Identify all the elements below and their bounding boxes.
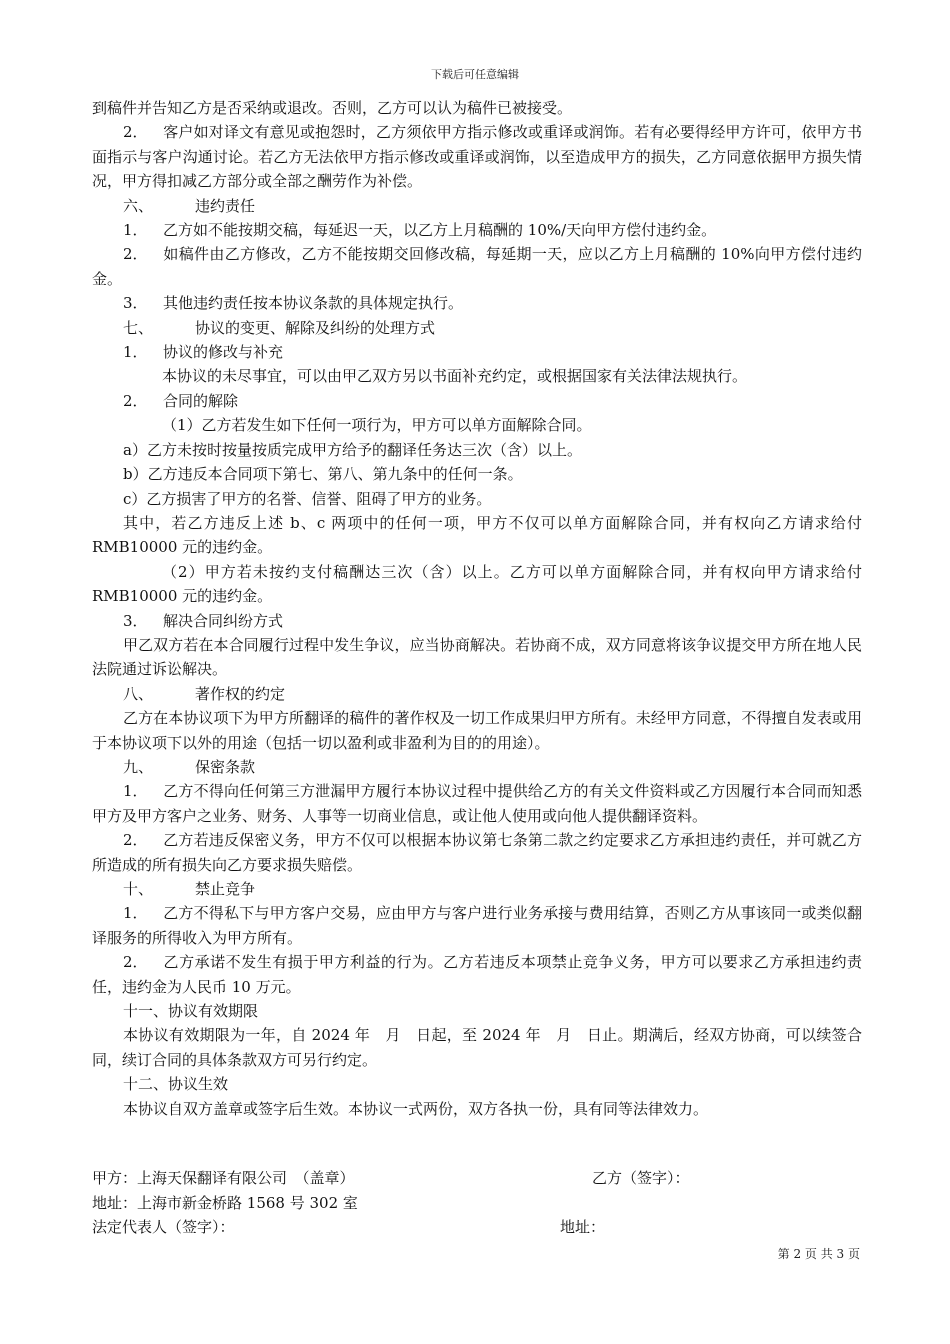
paragraph-text: 解决合同纠纷方式 [163, 611, 284, 630]
paragraph [92, 609, 862, 633]
paragraph-text: 乙方不得向任何第三方泄漏甲方履行本协议过程中提供给乙方的有关文件资料或乙方因履行本合同而知悉甲方及甲方客户之业务、财务、人事等一切商业信息，或让他人使用或向他人提供翻译资料。 [92, 782, 862, 825]
paragraph [92, 364, 862, 388]
paragraph-text: 本协议自双方盖章或签字后生效。本协议一式两份，双方各执一份，具有同等法律效力。 [123, 1099, 709, 1118]
section-heading [92, 877, 862, 901]
item-number: 2． [123, 123, 148, 142]
party-b-address: 地址： [560, 1218, 606, 1236]
paragraph [92, 1023, 862, 1072]
paragraph [92, 120, 862, 193]
signature-row-representative [92, 1215, 862, 1240]
paragraph [92, 487, 862, 511]
section-title: 保密条款 [195, 757, 256, 776]
paragraph [92, 291, 862, 315]
paragraph-text: 其中，若乙方违反上述 b、c 两项中的任何一项，甲方不仅可以单方面解除合同，并有权向乙方请求给付 RMB10000 元的违约金。 [92, 513, 862, 557]
paragraph-text: 其他违约责任按本协议条款的具体规定执行。 [163, 294, 464, 313]
party-a-address: 地址：上海市新金桥路 1568 号 302 室 [92, 1193, 358, 1212]
paragraph [92, 242, 862, 291]
item-number: 1． [123, 904, 148, 923]
signature-row-address [92, 1191, 862, 1216]
page-number: 第 2 页 共 3 页 [777, 1247, 860, 1261]
paragraph-text: 到稿件并告知乙方是否采纳或退改。否则，乙方可以认为稿件已被接受。 [92, 99, 573, 117]
paragraph-text: b）乙方违反本合同项下第七、第八、第九条中的任何一条。 [123, 465, 523, 484]
paragraph-text: 协议的修改与补充 [163, 343, 284, 362]
item-number: 2． [123, 245, 148, 264]
section-number: 十、 [123, 880, 154, 898]
paragraph [92, 511, 862, 560]
paragraph [92, 218, 862, 242]
paragraph-text: 本协议有效期限为一年，自 2024 年 月 日起，至 2024 年 月 日止。期满后，经双方协商，可以续签合同，续订合同的具体条款双方可另行约定。 [92, 1026, 862, 1069]
paragraph [92, 389, 862, 413]
item-number: 3． [123, 294, 148, 313]
paragraph [92, 999, 862, 1023]
paragraph-text: a）乙方未按时按量按质完成甲方给予的翻译任务达三次（含）以上。 [123, 440, 582, 459]
paragraph [92, 828, 862, 877]
paragraph-text: 如稿件由乙方修改，乙方不能按期交回修改稿，每延期一天，应以乙方上月稿酬的 10%向甲方偿付违约金。 [92, 245, 862, 288]
paragraph [92, 633, 862, 682]
item-number: 1． [123, 343, 148, 362]
paragraph [92, 560, 862, 609]
section-title: 禁止竞争 [195, 880, 256, 898]
section-number: 七、 [123, 318, 154, 337]
item-number: 1． [123, 221, 148, 240]
legal-representative-label: 法定代表人（签字）： [92, 1218, 235, 1236]
paragraph [92, 1072, 862, 1096]
paragraph [92, 901, 862, 950]
paragraph-text: 乙方如不能按期交稿，每延迟一天，以乙方上月稿酬的 10%/天向甲方偿付违约金。 [163, 221, 717, 240]
paragraph-text: 甲乙双方若在本合同履行过程中发生争议，应当协商解决。若协商不成，双方同意将该争议提交甲方所在地人民法院通过诉讼解决。 [92, 635, 862, 679]
paragraph-text: 乙方若违反保密义务，甲方不仅可以根据本协议第七条第二款之约定要求乙方承担违约责任，并可就乙方所造成的所有损失向乙方要求损失赔偿。 [92, 831, 862, 874]
paragraph [92, 706, 862, 755]
section-title: 协议的变更、解除及纠纷的处理方式 [195, 318, 436, 337]
party-b-label: 乙方（签字）： [592, 1169, 690, 1187]
page-header: 下载后可任意编辑 [431, 68, 519, 81]
paragraph [92, 1097, 862, 1121]
paragraph-text: c）乙方损害了甲方的名誉、信誉、阻碍了甲方的业务。 [123, 489, 492, 508]
paragraph [92, 96, 862, 120]
section-heading [92, 755, 862, 779]
paragraph [92, 779, 862, 828]
paragraph [92, 950, 862, 999]
paragraph [92, 462, 862, 486]
section-number: 九、 [123, 757, 154, 776]
paragraph [92, 340, 862, 364]
paragraph [92, 438, 862, 462]
item-number: 2． [123, 391, 148, 410]
paragraph-text: 乙方承诺不发生有损于甲方利益的行为。乙方若违反本项禁止竞争义务，甲方可以要求乙方承担违约责任，违约金为人民币 10 万元。 [92, 953, 862, 996]
item-number: 3． [123, 611, 148, 630]
item-number: 1． [123, 782, 148, 801]
section-heading [92, 194, 862, 218]
paragraph-text: 十一、协议有效期限 [123, 1002, 259, 1021]
section-title: 著作权的约定 [195, 684, 286, 703]
paragraph-text: 本协议的未尽事宜，可以由甲乙双方另以书面补充约定，或根据国家有关法律法规执行。 [162, 367, 748, 386]
signature-row-party [92, 1166, 862, 1191]
section-heading [92, 682, 862, 706]
section-number: 六、 [123, 196, 154, 215]
section-title: 违约责任 [195, 196, 256, 215]
section-heading [92, 316, 862, 340]
paragraph-text: 十二、协议生效 [123, 1075, 229, 1094]
item-number: 2． [123, 953, 148, 972]
signature-block [92, 1166, 862, 1240]
paragraph-text: 乙方不得私下与甲方客户交易，应由甲方与客户进行业务承接与费用结算，否则乙方从事该同一或类似翻译服务的所得收入为甲方所有。 [92, 904, 862, 947]
paragraph-text: 乙方在本协议项下为甲方所翻译的稿件的著作权及一切工作成果归甲方所有。未经甲方同意，不得擅自发表或用于本协议项下以外的用途（包括一切以盈利或非盈利为目的的用途）。 [92, 709, 862, 752]
paragraph [92, 413, 862, 437]
item-number: 2． [123, 831, 148, 850]
paragraph-text: 合同的解除 [163, 391, 239, 410]
paragraph-text: （2）甲方若未按约支付稿酬达三次（含）以上。乙方可以单方面解除合同，并有权向甲方请求给付 RMB10000 元的违约金。 [92, 562, 862, 606]
section-number: 八、 [123, 684, 154, 703]
document-body [92, 96, 862, 1121]
paragraph-text: （1）乙方若发生如下任何一项行为，甲方可以单方面解除合同。 [162, 416, 592, 435]
party-a-label: 甲方：上海天保翻译有限公司 （盖章） [92, 1169, 355, 1187]
paragraph-text: 客户如对译文有意见或抱怨时，乙方须依甲方指示修改或重译或润饰。若有必要得经甲方许可，依甲方书面指示与客户沟通讨论。若乙方无法依甲方指示修改或重译或润饰，以至造成甲方的损失，乙方同意依据甲方损失情况，甲方得扣减乙方部分或全部之酬劳作为补偿。 [92, 123, 862, 191]
